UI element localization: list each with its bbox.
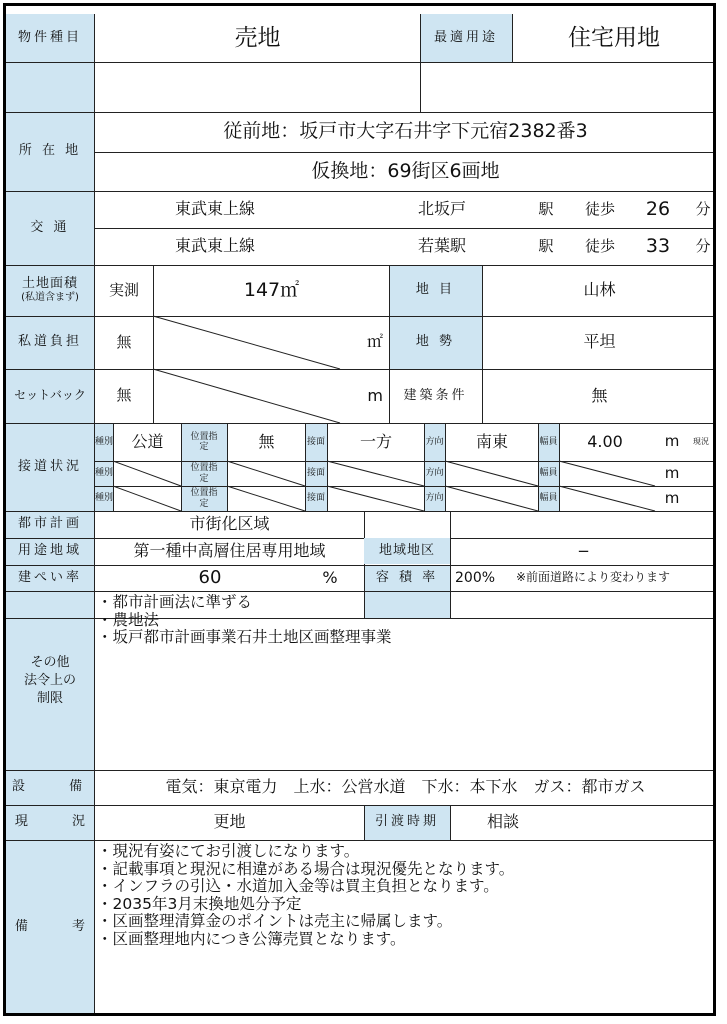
label-building-condition: 建築条件	[403, 387, 468, 403]
label-city-planning: 都市計画	[17, 516, 82, 532]
far-note: ※前面道路により変わります	[516, 570, 671, 585]
sheet-border	[3, 3, 716, 1016]
land-area-method: 実測	[108, 280, 139, 299]
label-handover: 引渡時期	[374, 814, 439, 830]
label-transport: 交 通	[30, 219, 70, 235]
remark-item: ・ 現況有姿にてお引渡しになります。	[97, 843, 712, 861]
road-frontage-value: 一方	[359, 431, 392, 451]
transport-minutes-unit: 分	[695, 199, 711, 218]
transport-walk-label: 徒歩	[584, 199, 615, 218]
label-property-type: 物件種目	[17, 29, 82, 45]
best-use-value: 住宅用地	[568, 24, 660, 51]
road-width-note: 現況	[693, 437, 709, 447]
transport-station: 北坂戸	[417, 199, 466, 219]
road-width-unit: m	[664, 463, 680, 482]
far-value: 200%	[455, 569, 496, 586]
road-frontage-label: 接面	[306, 468, 325, 479]
setback-unit: m	[367, 385, 383, 405]
terrain-value: 平坦	[583, 332, 616, 352]
label-far: 容 積 率	[375, 569, 439, 585]
private-road-unit: ㎡	[366, 332, 383, 352]
remark-item: ・ 区画整理清算金のポイントは売主に帰属します。	[97, 913, 712, 931]
road-width-label: 幅員	[539, 436, 558, 447]
label-coverage: 建ぺい率	[17, 569, 82, 585]
current-status-value: 更地	[213, 812, 246, 832]
use-district-value: 第一種中高層住居専用地域	[133, 541, 326, 561]
road-type-label: 種別	[95, 493, 113, 504]
road-type-label: 種別	[95, 436, 113, 447]
transport-minutes-unit: 分	[695, 236, 711, 255]
location-temporary: 仮換地：69街区6画地	[311, 159, 500, 182]
transport-station-unit: 駅	[538, 199, 554, 218]
label-best-use: 最適用途	[433, 29, 498, 45]
property-type-value: 売地	[234, 24, 281, 51]
label-area-district: 地域地区	[364, 538, 450, 564]
road-width-label: 幅員	[539, 493, 558, 504]
label-current-status: 現 況	[14, 814, 86, 830]
building-condition-value: 無	[591, 385, 608, 405]
road-width-label: 幅員	[539, 468, 558, 479]
road-type-label: 種別	[95, 468, 113, 479]
label-setback: セットバック	[14, 388, 86, 403]
road-width-unit: m	[664, 432, 680, 451]
road-frontage-label: 接面	[306, 493, 325, 504]
road-width-value: 4.00	[587, 431, 623, 451]
road-direction-label: 方向	[425, 493, 444, 504]
label-land-category: 地 目	[415, 282, 456, 298]
label-facilities: 設 備	[12, 779, 83, 795]
location-former: 従前地：坂戸市大字石井字下元宿2382番3	[223, 120, 588, 143]
road-designation-label: 位置指定	[190, 463, 218, 484]
label-use-district: 用途地域	[17, 543, 82, 559]
remark-item: ・ 2035年3月末換地処分予定	[97, 896, 712, 914]
transport-station: 若葉駅	[417, 236, 466, 256]
label-land-area-line1: 土地面積	[21, 276, 78, 292]
road-direction-label: 方向	[425, 468, 444, 479]
road-width-unit: m	[664, 488, 680, 507]
city-planning-value: 市街化区域	[189, 514, 270, 534]
remark-item: ・ 記載事項と現況に相違がある場合は現況優先となります。	[97, 861, 712, 879]
facilities-value: 電気：東京電力 上水：公営水道 下水：本下水 ガス：都市ガス	[165, 777, 646, 797]
label-restrictions-line: その他	[30, 654, 70, 670]
label-restrictions-line: 法令上の	[23, 672, 76, 688]
label-remarks: 備 考	[14, 918, 86, 934]
label-land-area-line2: (私道含まず)	[21, 292, 79, 304]
road-frontage-label: 接面	[306, 436, 325, 447]
road-designation-label: 位置指定	[190, 431, 218, 452]
coverage-value: 60	[198, 566, 222, 588]
road-designation-label: 位置指定	[190, 488, 218, 509]
label-road-access: 接道状況	[17, 458, 82, 474]
road-type-value: 公道	[131, 431, 164, 451]
remark-item: ・ インフラの引込・水道加入金等は買主負担となります。	[97, 878, 712, 896]
restriction-item: ・ 坂戸都市計画事業石井土地区画整理事業	[97, 629, 712, 647]
transport-station-unit: 駅	[538, 236, 554, 255]
handover-value: 相談	[487, 812, 520, 832]
transport-minutes: 33	[645, 234, 671, 257]
label-private-road: 私道負担	[17, 334, 82, 350]
road-direction-value: 南東	[475, 431, 508, 451]
setback-value: 無	[116, 386, 132, 405]
land-category-value: 山林	[583, 280, 616, 300]
area-district-value: −	[577, 541, 590, 560]
transport-line: 東武東上線	[174, 236, 255, 256]
label-restrictions-line: 制限	[36, 690, 63, 706]
private-road-value: 無	[116, 332, 132, 351]
transport-minutes: 26	[645, 197, 671, 220]
transport-line: 東武東上線	[174, 199, 255, 219]
land-area-value: 147㎡	[243, 278, 300, 301]
label-terrain: 地 勢	[415, 334, 456, 350]
coverage-unit: %	[322, 567, 338, 587]
restriction-item: ・ 農地法	[97, 612, 712, 630]
label-location: 所 在 地	[18, 143, 82, 159]
road-direction-label: 方向	[425, 436, 444, 447]
remark-item: ・ 区画整理地内につき公簿売買となります。	[97, 931, 712, 949]
restriction-item: ・ 都市計画法に準ずる	[97, 594, 712, 612]
transport-walk-label: 徒歩	[584, 236, 615, 255]
road-designation-value: 無	[258, 431, 275, 451]
